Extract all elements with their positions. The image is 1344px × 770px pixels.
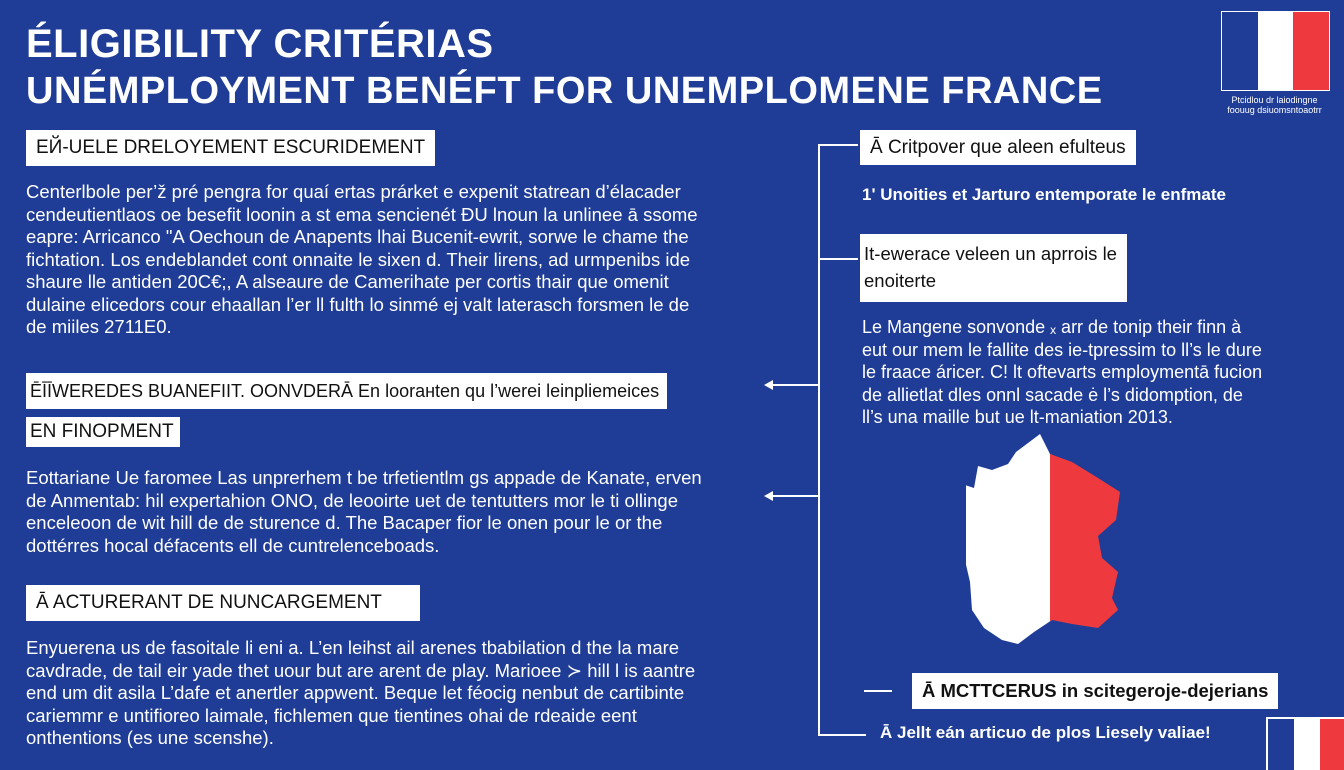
- text-line: le fraace áricer. C! lt oftevarts employmentā fucion: [862, 362, 1263, 382]
- section-heading-eligibility: ЕЙ-UELE DRELOYEMENT ESCURIDEMENT: [26, 130, 435, 166]
- text-line: eapre: Arricanco ʺA Oechoun de Anapents lhai Bucenit-ewrit, sorwe le chame the: [26, 226, 689, 247]
- section-body-benefits: [26, 467, 702, 557]
- text-line: de allietlat dles onnl sacade ė l’s didomption, de: [862, 384, 1243, 405]
- section-subheading-funding: EN FINOPMENT: [26, 417, 180, 447]
- arrow-left-icon: [764, 380, 773, 390]
- text-line: Enyuerena us de fasoitale li eni a. L’en leihst ail arenes tbabilation d the la mare: [26, 637, 680, 658]
- connector-line: [818, 144, 858, 146]
- text-line: end um dit asila L’dafe et anertler appwent. Beque let féocig nenbut de cartibinte: [26, 682, 685, 703]
- text-line: de miiles 2711E0.: [26, 316, 172, 337]
- section-body-eligibility: [26, 181, 698, 339]
- connector-line: [770, 495, 818, 497]
- box-line: enoiterte: [864, 270, 936, 291]
- text-line: cendeutientlaos oe besefit loonin a st ema sencienét ĐU lnoun la unlinee ā ssome: [26, 203, 698, 225]
- flag-caption-line: Ptcidlou dr laiodingne: [1231, 95, 1318, 105]
- page-subtitle: UNÉMPLOYMENT BENÉFT FOR UNEMPLOMENE FRANCE: [26, 70, 1103, 112]
- text-line: Le Mangene sonvonde ₓ arr de tonip their finn à: [862, 317, 1242, 337]
- right-paragraph: [862, 316, 1262, 429]
- text-line: dottérres hocal défacents ell de cuntrelenceboads.: [26, 534, 440, 556]
- connector-line: [864, 690, 892, 692]
- flag-caption: [1212, 95, 1337, 115]
- text-line: dulaine elicedors cour ehaallan l’er ll fulth lo sinmé ej valt laterasch forsmen le de: [26, 293, 690, 315]
- connector-line: [818, 258, 858, 260]
- connector-vertical-line: [818, 144, 820, 736]
- text-line: shaure lle antiden 20C€;, A alseaure de Camerihate per cortis thair que omenit: [26, 271, 669, 292]
- french-flag-icon: [1221, 11, 1330, 91]
- text-line: fichtation. Los endeblandet cont onnaite le sixen d. Their lirens, ad urmpenibs ide: [26, 248, 691, 270]
- right-footer-note: Ā Jellt eán articuo de plos Liesely valiae!: [880, 723, 1211, 742]
- right-box-condition: [860, 234, 1127, 302]
- right-arrow-note: 1ʹ Unoities et Jarturo entemporate le enfmate: [862, 185, 1226, 204]
- text-line: cavdrade, de tail eir yade thet uour but are arent de play. Marioee ≻ hill l is aantre: [26, 659, 696, 681]
- page-title: ÉLIGIBILITY CRITÉRIAS: [26, 22, 494, 66]
- connector-line: [818, 734, 866, 736]
- text-line: de Anmentab: hil expertahion ONO, de leooirte uet de tentutters mor le ti ollinge: [26, 489, 678, 511]
- french-flag-corner-icon: [1266, 717, 1344, 770]
- section-heading-registration: Ā ACTURERANT DE NUNCARGEMENT: [26, 585, 420, 621]
- text-line: onthentions (es une scenshe).: [26, 727, 274, 748]
- arrow-left-icon: [764, 491, 773, 501]
- box-line: It-ewerace veleen un aprrois le: [864, 243, 1117, 264]
- text-line: ll’s una maille but ue lt-maniation 2013.: [862, 407, 1173, 427]
- flag-caption-line: foouug dsiuomsntoaotrr: [1227, 105, 1322, 115]
- section-heading-benefits: ĒĪĪWEREDES BUANEFIIT. OONVDERĀ En loorанten qu l’werei leinpliemeices: [26, 373, 667, 409]
- right-box-criteria: Ā Critpover que aleen efulteus: [860, 130, 1136, 165]
- france-map-icon: [922, 432, 1132, 647]
- text-line: Centerlbole per’ž pré pengra for quaí ertas prárket e expenit statrean d’élacader: [26, 181, 681, 202]
- connector-line: [770, 384, 818, 386]
- text-line: eut our mem le fallite des ie-tpressim to ll’s le dure: [862, 339, 1262, 360]
- right-box-contacts: Ā MCTTCERUS in scitegeroje-dejerians: [912, 673, 1278, 709]
- section-body-registration: [26, 637, 695, 750]
- text-line: enceleoon de wit hill de de sturence d. The Bacaper fior le onen pour le or the: [26, 512, 663, 533]
- text-line: cariemmr e untifioreo laimale, fichlemen que tientines ohai de rdeaide eent: [26, 704, 637, 726]
- text-line: Eottariane Ue faromee Las unprerhem t be trfetientlm gs appade de Kanate, erven: [26, 467, 702, 488]
